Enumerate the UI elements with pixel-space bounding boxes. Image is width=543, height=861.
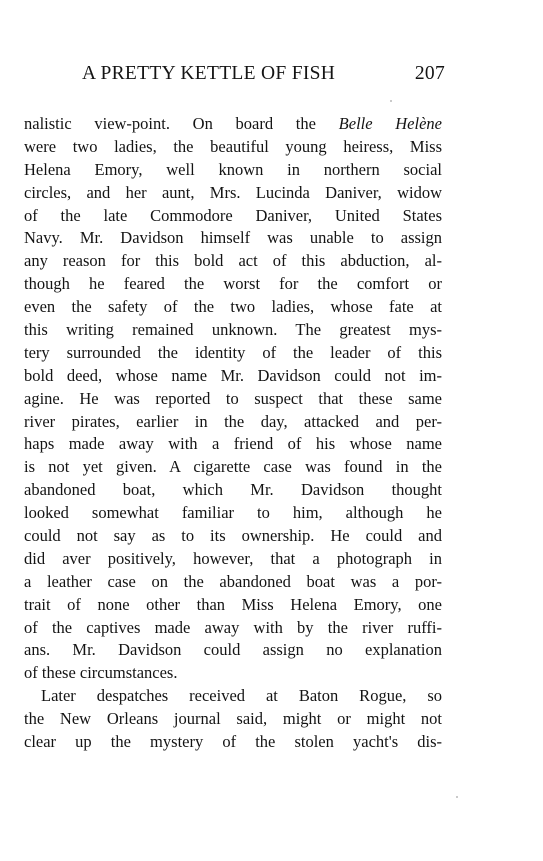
text-line: Helena Emory, well known in northern social <box>24 159 442 179</box>
text-line: circles, and her aunt, Mrs. Lucinda Daniver, widow <box>24 182 442 202</box>
running-title: A PRETTY KETTLE OF FISH <box>82 63 336 84</box>
body-text <box>24 113 442 754</box>
text-line: of the captives made away with by the river ruffi- <box>24 617 442 637</box>
text-line: clear up the mystery of the stolen yacht's dis- <box>24 732 442 752</box>
text-line: a leather case on the abandoned boat was a por- <box>24 571 442 591</box>
text-line: could not say as to its ownership. He could and <box>24 526 442 546</box>
text-line: this writing remained unknown. The greatest mys- <box>24 320 442 340</box>
text-line: though he feared the worst for the comfort or <box>24 274 442 294</box>
text-line: bold deed, whose name Mr. Davidson could not im- <box>24 365 442 385</box>
text-line: river pirates, earlier in the day, attacked and per- <box>24 411 442 431</box>
text-line: haps made away with a friend of his whose name <box>24 434 442 454</box>
page-number: 207 <box>414 63 445 84</box>
running-head <box>60 63 445 89</box>
text-line: the New Orleans journal said, might or might not <box>24 709 442 729</box>
text-line: Later despatches received at Baton Rogue, so <box>41 686 442 706</box>
text-line: abandoned boat, which Mr. Davidson thought <box>24 480 442 500</box>
text-line: looked somewhat familiar to him, although he <box>24 503 442 523</box>
text-line: even the safety of the two ladies, whose fate at <box>24 297 442 317</box>
text-line: tery surrounded the identity of the leader of this <box>24 342 442 362</box>
text-line <box>24 113 442 136</box>
text-line: is not yet given. A cigarette case was found in the <box>24 457 442 477</box>
paper-speck <box>390 100 392 102</box>
text-line: did aver positively, however, that a photograph in <box>24 548 442 568</box>
text-line: of these circumstances. <box>24 663 178 683</box>
text-line: ans. Mr. Davidson could assign no explanation <box>24 640 442 660</box>
text-line-segment: nalistic view-point. On board the <box>24 114 339 133</box>
text-line: Navy. Mr. Davidson himself was unable to assign <box>24 228 442 248</box>
text-line: were two ladies, the beautiful young heiress, Miss <box>24 136 442 156</box>
text-line: agine. He was reported to suspect that these same <box>24 388 442 408</box>
text-line: any reason for this bold act of this abduction, al- <box>24 251 442 271</box>
text-line: trait of none other than Miss Helena Emory, one <box>24 594 442 614</box>
text-line: of the late Commodore Daniver, United States <box>24 205 442 225</box>
paper-speck <box>456 796 458 798</box>
ship-name-italic: Belle Helène <box>338 114 442 133</box>
